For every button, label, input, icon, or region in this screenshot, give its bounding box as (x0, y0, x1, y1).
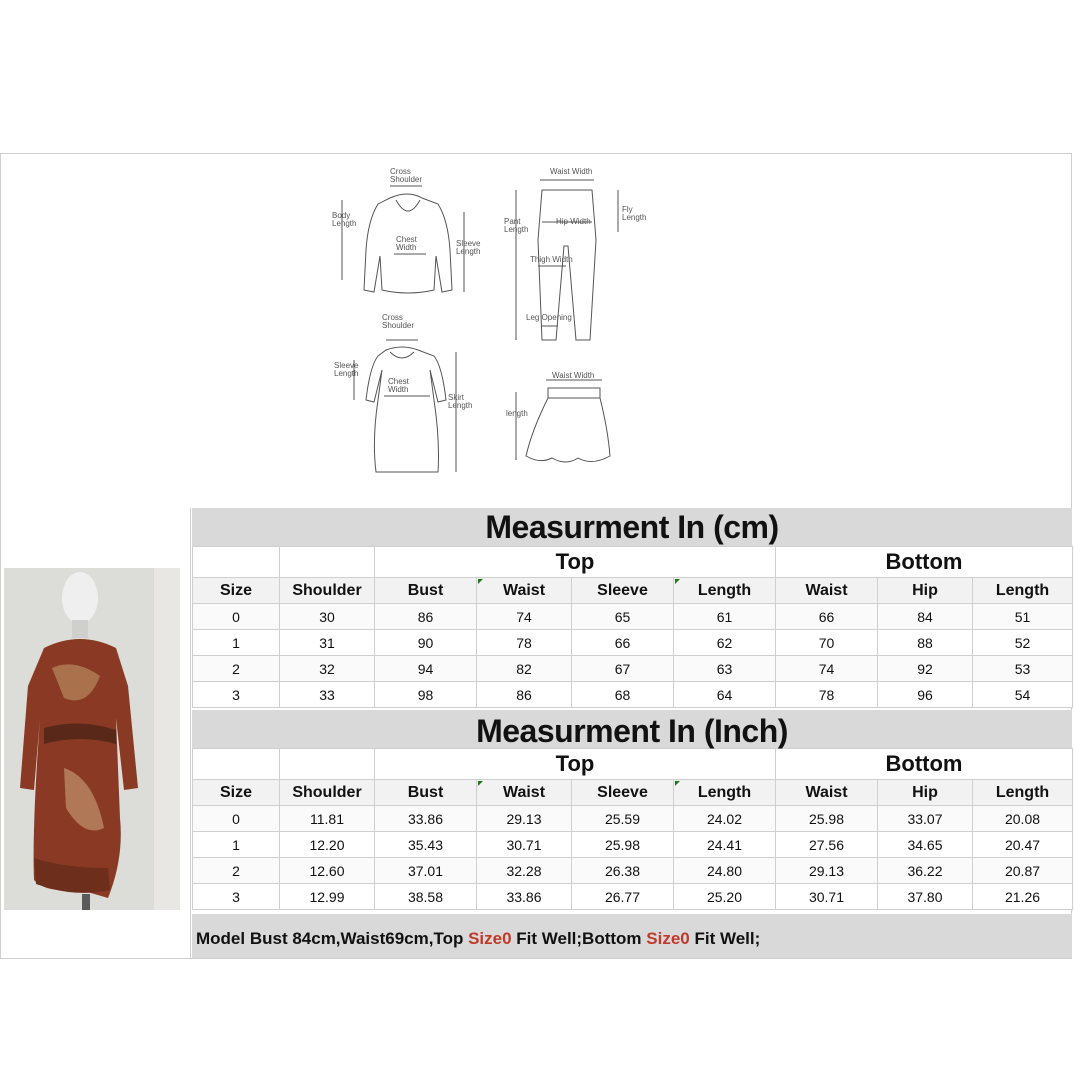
table-row (193, 858, 1073, 884)
cell: 20.87 (973, 858, 1073, 884)
cell: 30 (280, 604, 375, 630)
col-header-length: Length (674, 780, 776, 806)
mannequin-dress-illustration (4, 568, 180, 910)
model-photo (4, 568, 180, 910)
cell: 25.98 (776, 806, 878, 832)
cell: 37.01 (375, 858, 477, 884)
table-row (193, 656, 1073, 682)
cell: 52 (973, 630, 1073, 656)
diagram-label: Pant (504, 217, 521, 226)
col-header-sleeve: Sleeve (572, 780, 674, 806)
cell: 32.28 (477, 858, 572, 884)
cell: 26.38 (572, 858, 674, 884)
group-header-row (193, 547, 1073, 578)
top-group-label: Top (375, 547, 776, 578)
cell: 12.20 (280, 832, 375, 858)
cell: 38.58 (375, 884, 477, 910)
cm-size-table (192, 546, 1073, 708)
col-header-bust: Bust (375, 578, 477, 604)
cell: 96 (878, 682, 973, 708)
note-bottom-size: Size0 (646, 929, 690, 948)
diagram-label: Thigh Width (530, 255, 573, 264)
cell: 53 (973, 656, 1073, 682)
diagram-label: Width (396, 243, 417, 252)
cell: 54 (973, 682, 1073, 708)
diagram-label: Length (504, 225, 529, 234)
measurement-diagrams (320, 160, 660, 480)
cell: 90 (375, 630, 477, 656)
blank-cell (193, 749, 280, 780)
cell: 2 (193, 656, 280, 682)
col-header-hip: Hip (878, 578, 973, 604)
bottom-group-label: Bottom (776, 547, 1073, 578)
diagram-label: Body (332, 211, 351, 220)
cell: 74 (477, 604, 572, 630)
cell: 3 (193, 682, 280, 708)
diagram-label: Waist Width (550, 167, 593, 176)
diagram-label: length (506, 409, 528, 418)
col-header-bottom-waist: Waist (776, 578, 878, 604)
cell: 64 (674, 682, 776, 708)
cell: 33.07 (878, 806, 973, 832)
cell: 78 (477, 630, 572, 656)
cell: 34.65 (878, 832, 973, 858)
cell: 25.59 (572, 806, 674, 832)
table-row (193, 630, 1073, 656)
col-header-bust: Bust (375, 780, 477, 806)
cell: 3 (193, 884, 280, 910)
cell: 26.77 (572, 884, 674, 910)
cell: 67 (572, 656, 674, 682)
cell: 25.98 (572, 832, 674, 858)
cell: 51 (973, 604, 1073, 630)
diagram-label: Leg Opening (526, 313, 572, 322)
cell: 70 (776, 630, 878, 656)
col-header-size: Size (193, 578, 280, 604)
cell: 92 (878, 656, 973, 682)
bottom-group-label: Bottom (776, 749, 1073, 780)
diagram-label: Hip Width (556, 217, 591, 226)
cell: 86 (375, 604, 477, 630)
cell: 66 (572, 630, 674, 656)
cell: 88 (878, 630, 973, 656)
cell: 30.71 (477, 832, 572, 858)
cell: 33 (280, 682, 375, 708)
diagram-label: Fly (622, 205, 633, 214)
inch-table-title: Measurment In (Inch) (192, 710, 1072, 748)
cell: 36.22 (878, 858, 973, 884)
column-header-row (193, 578, 1073, 604)
diagram-label: Chest (396, 235, 417, 244)
cell: 68 (572, 682, 674, 708)
cell: 29.13 (477, 806, 572, 832)
diagram-label: Waist Width (552, 371, 595, 380)
column-header-row (193, 780, 1073, 806)
col-header-length: Length (674, 578, 776, 604)
diagram-label: Shoulder (382, 321, 415, 330)
cell: 24.80 (674, 858, 776, 884)
cell: 24.41 (674, 832, 776, 858)
cell: 2 (193, 858, 280, 884)
diagram-label: Sleeve (456, 239, 481, 248)
table-row (193, 682, 1073, 708)
cell: 25.20 (674, 884, 776, 910)
cell: 0 (193, 604, 280, 630)
dress-diagram (354, 340, 456, 472)
cell: 31 (280, 630, 375, 656)
cell: 65 (572, 604, 674, 630)
note-text: Model Bust 84cm,Waist69cm,Top (196, 929, 469, 948)
size-tables (192, 508, 1072, 910)
cell: 33.86 (477, 884, 572, 910)
col-header-bottom-length: Length (973, 780, 1073, 806)
cell: 84 (878, 604, 973, 630)
cell: 33.86 (375, 806, 477, 832)
cell: 0 (193, 806, 280, 832)
note-text: Fit Well; (689, 929, 761, 948)
cell: 29.13 (776, 858, 878, 884)
diagram-label: Length (334, 369, 359, 378)
diagram-label: Skirt (448, 393, 464, 402)
note-top-size: Size0 (468, 929, 512, 948)
table-row (193, 806, 1073, 832)
cell: 20.08 (973, 806, 1073, 832)
col-header-size: Size (193, 780, 280, 806)
garment-diagrams-svg (320, 160, 660, 480)
cell: 27.56 (776, 832, 878, 858)
diagram-label: Shoulder (390, 175, 423, 184)
cell: 98 (375, 682, 477, 708)
cell: 61 (674, 604, 776, 630)
blank-cell (280, 547, 375, 578)
cell: 82 (477, 656, 572, 682)
cell: 21.26 (973, 884, 1073, 910)
cell: 1 (193, 832, 280, 858)
cell: 20.47 (973, 832, 1073, 858)
note-text: Fit Well;Bottom (511, 929, 647, 948)
col-header-shoulder: Shoulder (280, 578, 375, 604)
cell: 12.60 (280, 858, 375, 884)
cell: 12.99 (280, 884, 375, 910)
cell: 62 (674, 630, 776, 656)
table-row (193, 884, 1073, 910)
cell: 63 (674, 656, 776, 682)
inch-size-table (192, 748, 1073, 910)
cell: 86 (477, 682, 572, 708)
diagram-label: Chest (388, 377, 409, 386)
model-fit-note (192, 914, 1072, 958)
cell: 37.80 (878, 884, 973, 910)
diagram-label: Length (332, 219, 357, 228)
top-group-label: Top (375, 749, 776, 780)
col-header-bottom-length: Length (973, 578, 1073, 604)
table-row (193, 832, 1073, 858)
cell: 35.43 (375, 832, 477, 858)
diagram-label: Length (448, 401, 473, 410)
cm-table-title: Measurment In (cm) (192, 508, 1072, 546)
diagram-label: Length (622, 213, 647, 222)
cell: 24.02 (674, 806, 776, 832)
skirt-diagram (516, 380, 610, 462)
cell: 32 (280, 656, 375, 682)
table-row (193, 604, 1073, 630)
col-header-shoulder: Shoulder (280, 780, 375, 806)
cell: 30.71 (776, 884, 878, 910)
group-header-row (193, 749, 1073, 780)
col-header-waist: Waist (477, 780, 572, 806)
cell: 78 (776, 682, 878, 708)
cell: 74 (776, 656, 878, 682)
left-column-divider (190, 508, 191, 958)
diagram-label: Cross (382, 313, 403, 322)
col-header-sleeve: Sleeve (572, 578, 674, 604)
col-header-bottom-waist: Waist (776, 780, 878, 806)
diagram-label: Sleeve (334, 361, 359, 370)
diagram-label: Width (388, 385, 409, 394)
diagram-label: Length (456, 247, 481, 256)
col-header-hip: Hip (878, 780, 973, 806)
cell: 94 (375, 656, 477, 682)
col-header-waist: Waist (477, 578, 572, 604)
cell: 1 (193, 630, 280, 656)
blank-cell (193, 547, 280, 578)
cell: 66 (776, 604, 878, 630)
diagram-label: Cross (390, 167, 411, 176)
blank-cell (280, 749, 375, 780)
cell: 11.81 (280, 806, 375, 832)
